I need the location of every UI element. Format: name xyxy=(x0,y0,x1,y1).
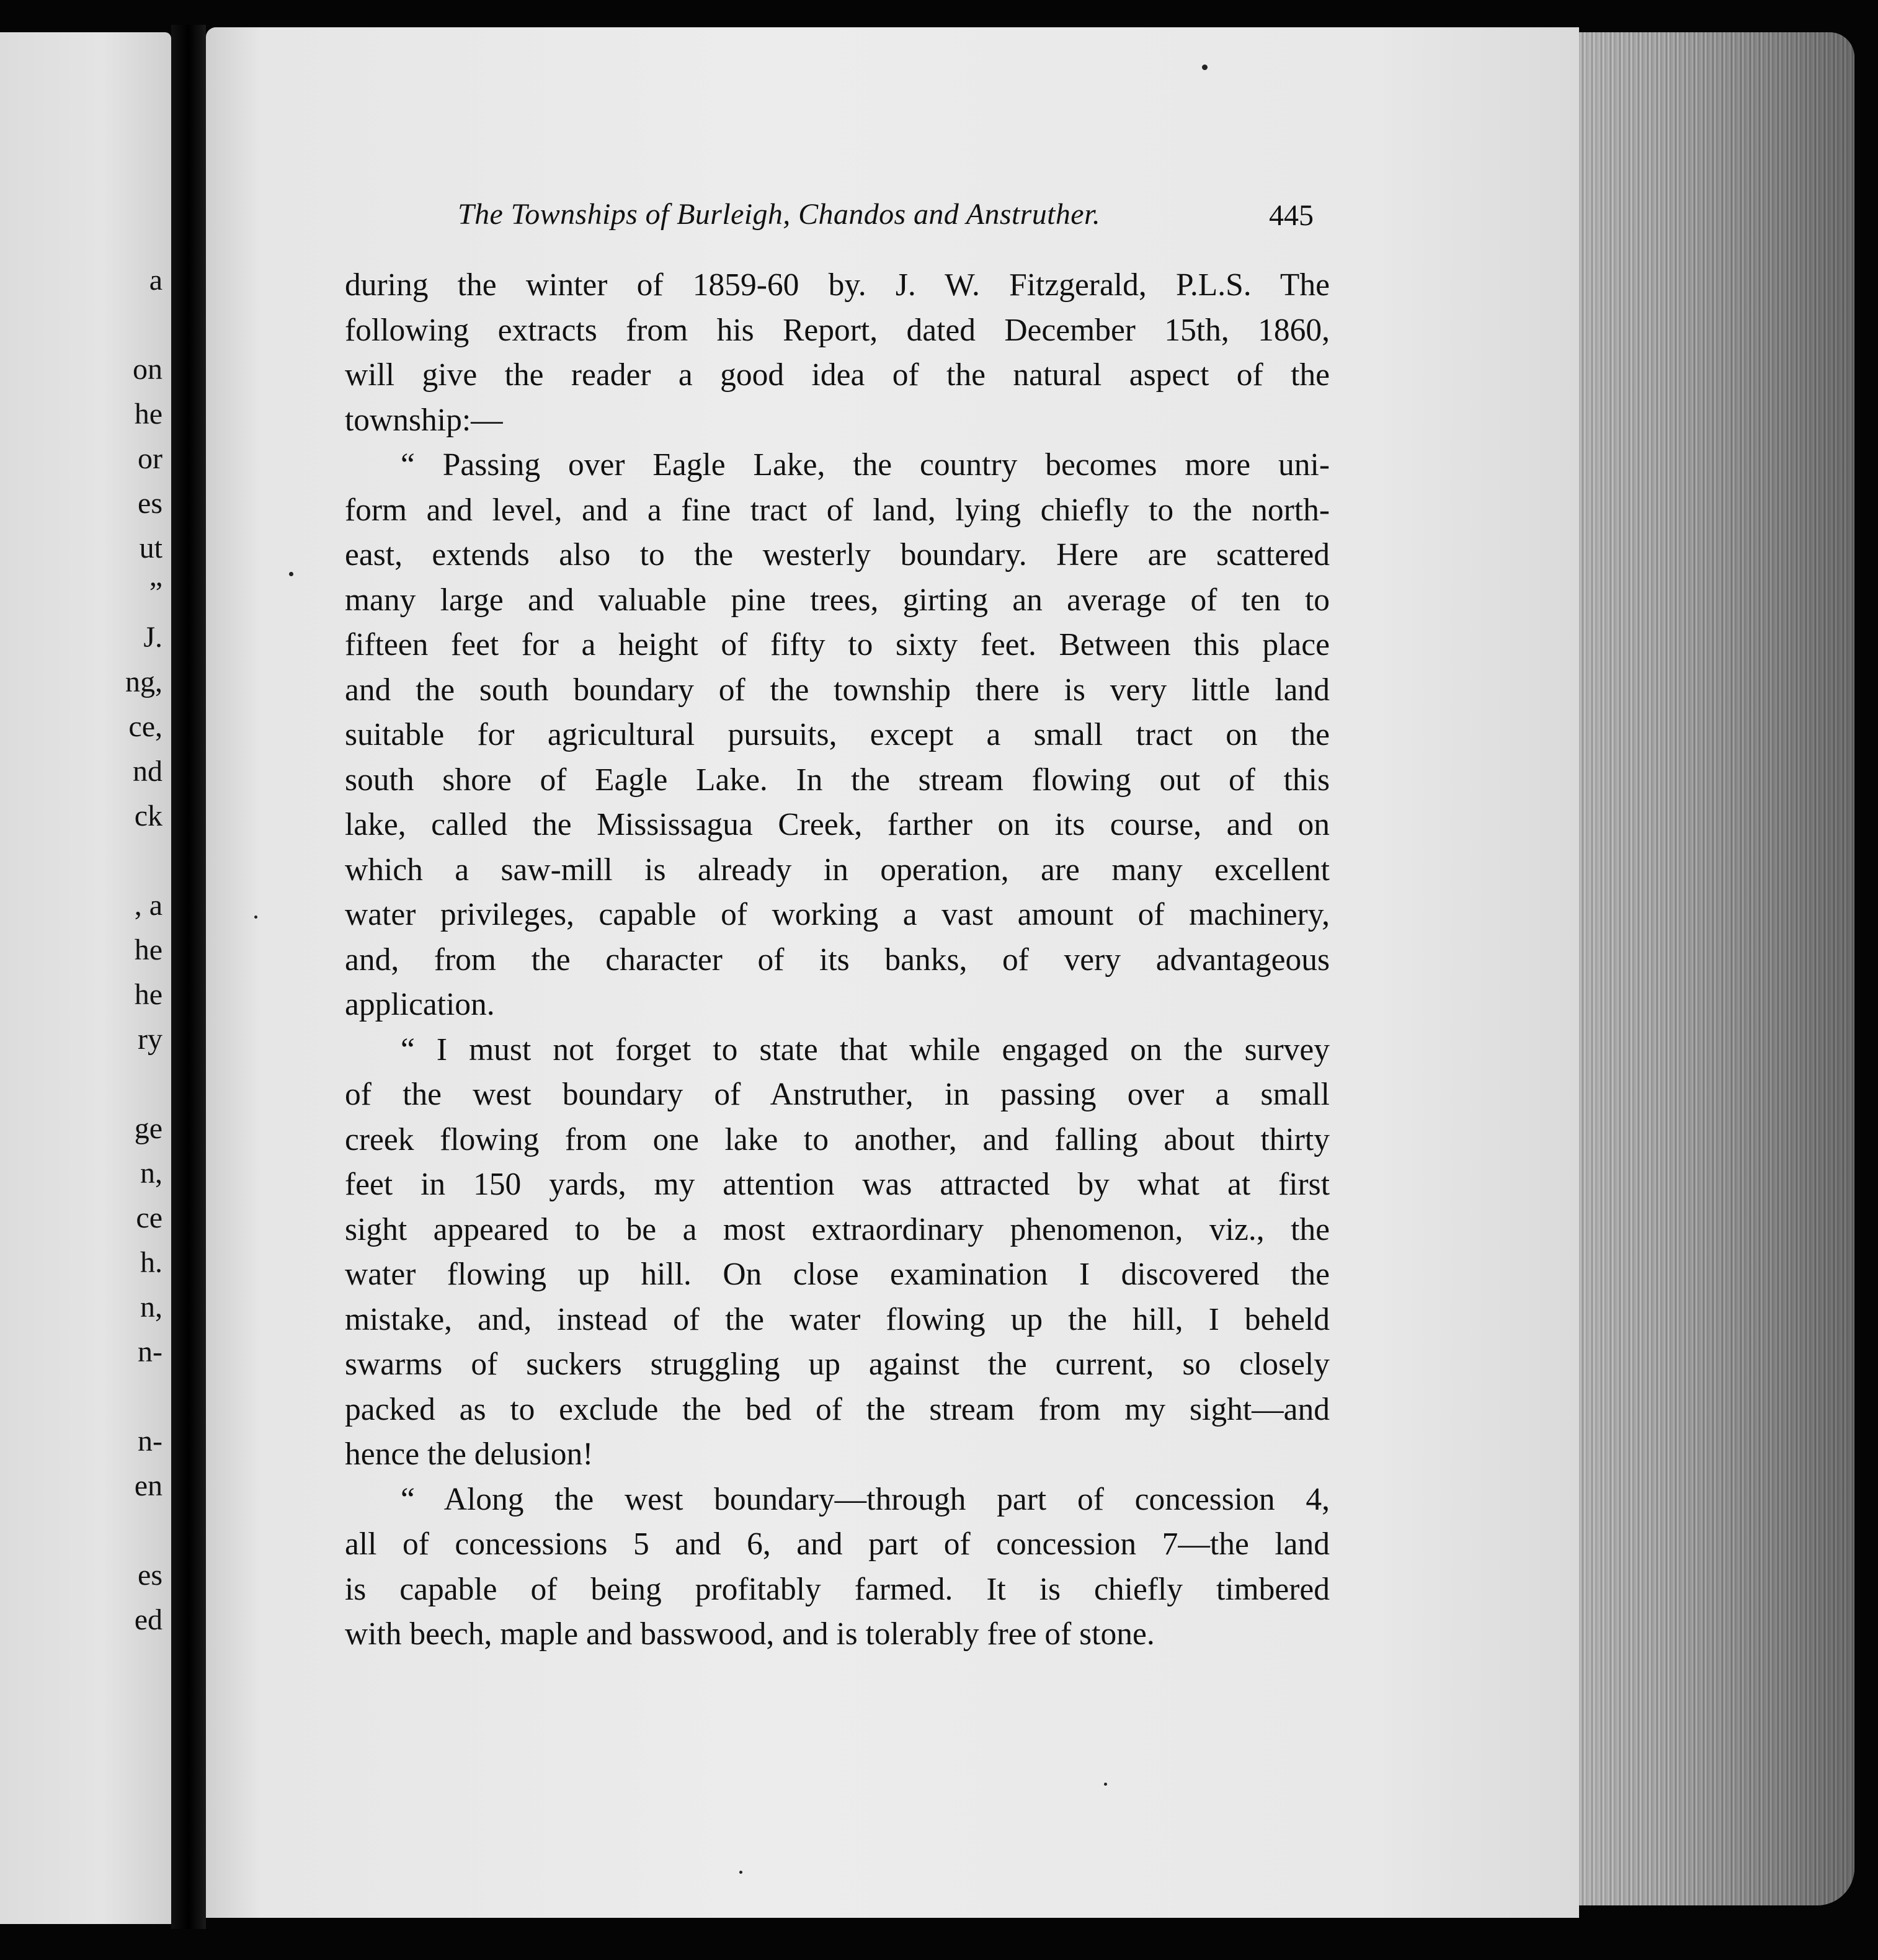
text-line: “ Along the west boundary—through part of concession 4, xyxy=(401,1481,1330,1517)
text-line: many large and valuable pine trees, girting an average of ten to xyxy=(345,582,1330,618)
running-head xyxy=(458,197,1320,241)
text-line: mistake, and, instead of the water flowing up the hill, I beheld xyxy=(345,1301,1330,1337)
text-line: suitable for agricultural pursuits, except a small tract on the xyxy=(345,717,1330,752)
text-line: will give the reader a good idea of the natural aspect of the xyxy=(345,357,1330,393)
left-page-fragment: h. xyxy=(140,1246,162,1279)
paragraph xyxy=(345,1028,1330,1477)
left-page-fragment: ck xyxy=(134,800,162,832)
left-page-fragment: or xyxy=(138,442,162,475)
text-line: feet in 150 yards, my attention was attracted by what at first xyxy=(345,1167,1330,1202)
paragraph xyxy=(345,443,1330,1028)
left-page-fragment: n, xyxy=(140,1291,162,1324)
text-line: hence the delusion! xyxy=(345,1437,594,1472)
left-page-fragment: ry xyxy=(138,1023,162,1056)
text-line: east, extends also to the westerly boundary. Here are scattered xyxy=(345,537,1330,572)
left-page-fragment: es xyxy=(138,487,162,520)
speck xyxy=(1104,1783,1107,1786)
left-page-fragment: ge xyxy=(134,1112,162,1145)
text-line: form and level, and a fine tract of land, lying chiefly to the north- xyxy=(345,492,1330,528)
text-line: following extracts from his Report, dated December 15th, 1860, xyxy=(345,312,1330,348)
speck xyxy=(739,1871,742,1874)
left-page-fragment: ed xyxy=(134,1603,162,1636)
speck xyxy=(1202,65,1208,70)
text-line: creek flowing from one lake to another, and falling about thirty xyxy=(345,1121,1330,1157)
text-line: south shore of Eagle Lake. In the stream flowing out of this xyxy=(345,762,1330,798)
left-page-fragment: nd xyxy=(133,755,162,788)
text-line: water flowing up hill. On close examination I discovered the xyxy=(345,1257,1330,1292)
text-line: lake, called the Mississagua Creek, farther on its course, and on xyxy=(345,807,1330,842)
text-line: sight appeared to be a most extraordinary phenomenon, viz., the xyxy=(345,1211,1330,1247)
paragraph xyxy=(345,1477,1330,1657)
left-page-fragment: n, xyxy=(140,1157,162,1190)
left-page-fragment: ce, xyxy=(128,710,162,743)
text-line: “ Passing over Eagle Lake, the country becomes more uni- xyxy=(401,447,1330,483)
text-line: and, from the character of its banks, of very advantageous xyxy=(345,942,1330,978)
left-page-fragment: he xyxy=(134,978,162,1011)
left-page-fragment: on xyxy=(133,353,162,386)
body-text xyxy=(345,263,1330,1657)
page-number: 445 xyxy=(1269,199,1314,232)
left-page-fragment: en xyxy=(134,1469,162,1502)
left-page-fragment: a xyxy=(149,264,162,296)
text-line: township:— xyxy=(345,402,503,438)
left-facing-page xyxy=(0,32,171,1924)
text-line: during the winter of 1859-60 by. J. W. Fitzgerald, P.L.S. The xyxy=(345,267,1330,303)
text-line: fifteen feet for a height of fifty to sixty feet. Between this place xyxy=(345,627,1330,662)
left-page-fragment: ng, xyxy=(125,666,162,698)
page-edges-shadow xyxy=(1579,32,1854,1905)
left-page-fragment: ce xyxy=(136,1201,162,1234)
paragraph xyxy=(345,263,1330,443)
text-line: which a saw-mill is already in operation, are many excellent xyxy=(345,852,1330,888)
left-page-fragment: he xyxy=(134,398,162,430)
left-page-fragment: es xyxy=(138,1559,162,1592)
text-line: of the west boundary of Anstruther, in passing over a small xyxy=(345,1077,1330,1112)
text-line: is capable of being profitably farmed. It is chiefly timbered xyxy=(345,1571,1330,1607)
speck xyxy=(289,572,293,576)
text-line: and the south boundary of the township there is very little land xyxy=(345,672,1330,708)
text-line: packed as to exclude the bed of the stream from my sight—and xyxy=(345,1391,1330,1427)
running-head-title: The Townships of Burleigh, Chandos and Anstruther. xyxy=(458,198,1101,231)
text-line: application. xyxy=(345,987,495,1022)
text-line: swarms of suckers struggling up against the current, so closely xyxy=(345,1347,1330,1382)
speck xyxy=(254,915,257,919)
text-line: all of concessions 5 and 6, and part of concession 7—the land xyxy=(345,1526,1330,1562)
left-page-fragment: n- xyxy=(138,1425,162,1458)
left-page-fragment: he xyxy=(134,933,162,966)
text-line: water privileges, capable of working a vast amount of machinery, xyxy=(345,897,1330,932)
left-page-fragment: , a xyxy=(134,889,162,922)
left-page-fragment: ut xyxy=(139,532,162,564)
left-page-fragment: J. xyxy=(143,621,162,654)
text-line: with beech, maple and basswood, and is tolerably free of stone. xyxy=(345,1616,1155,1652)
book-gutter xyxy=(171,25,206,1929)
left-page-fragment: n- xyxy=(138,1335,162,1368)
left-page-fragment: ” xyxy=(149,576,162,609)
text-line: “ I must not forget to state that while engaged on the survey xyxy=(401,1031,1330,1067)
